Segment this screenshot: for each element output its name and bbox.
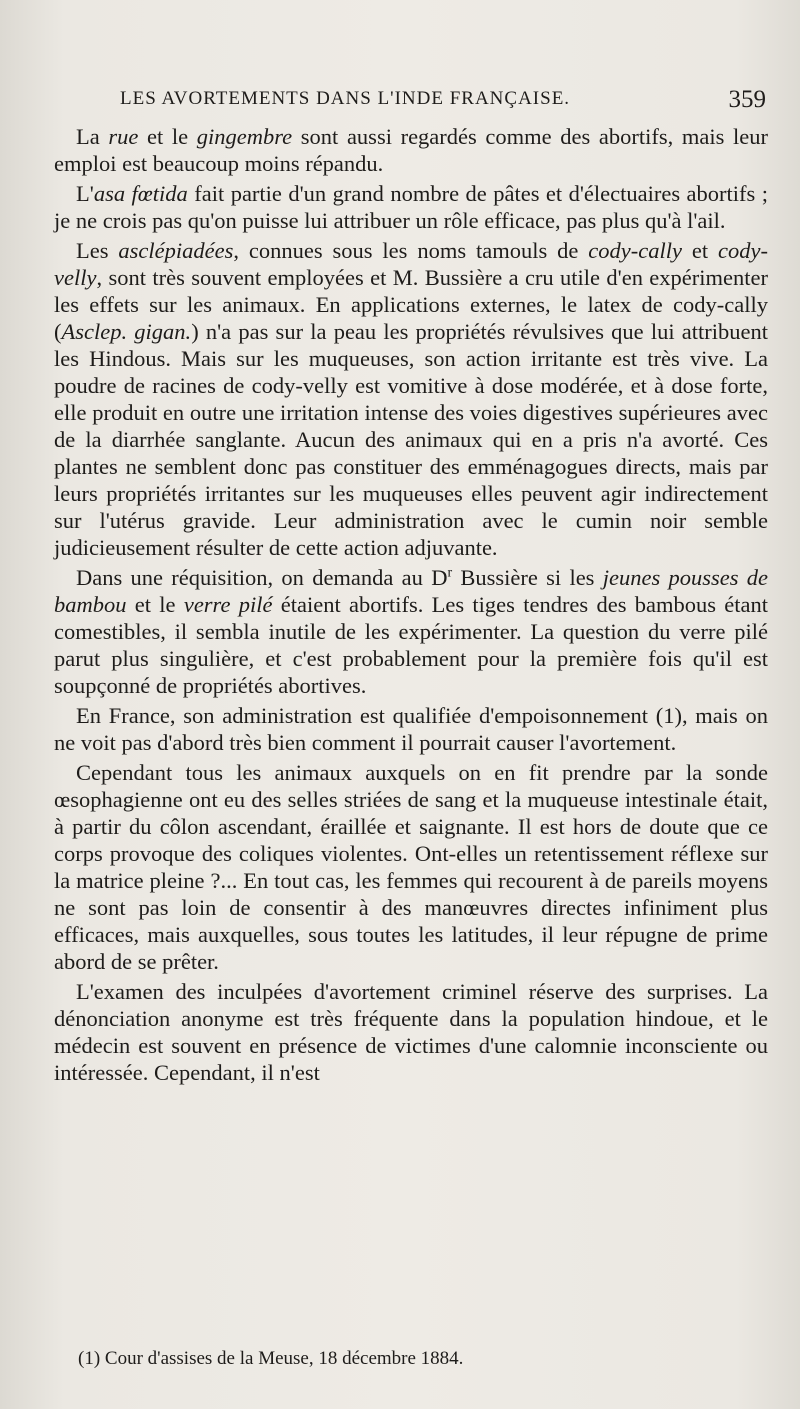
text-run: ) n'a pas sur la peau les propriétés révulsives que lui attribuent les Hindous. Mais sur les muqueuses, son action irritante est très vive. La poudre de racines de cody-velly est vomitive à dose modérée, et à dose forte, elle produit en outre une irritation intense des voies digestives supérieures avec de la diarrhée sanglante. Aucun des animaux qui en a pris n'a avorté. Ces plantes ne semblent donc pas constituer des emménagogues directs, mais par leurs propriétés irritantes sur les muqueuses elles peuvent agir indirectement sur l'utérus gravide. Leur administration avec le cumin noir semble judicieusement résulter de cette action adjuvante. bbox=[54, 319, 769, 560]
text-run: Les bbox=[76, 238, 119, 263]
text-run: L'examen des inculpées d'avortement criminel réserve des surprises. La dénonciation anonyme est très fréquente dans la population hindoue, et le médecin est souvent en présence de victimes d'une calomnie inconsciente ou intéressée. Cependant, il n'est bbox=[54, 979, 768, 1085]
text-run: et le bbox=[138, 124, 197, 149]
running-title: LES AVORTEMENTS DANS L'INDE FRANÇAISE. bbox=[120, 88, 571, 109]
text-run: et le bbox=[126, 592, 184, 617]
superscript: r bbox=[447, 565, 453, 581]
paragraph bbox=[54, 702, 768, 756]
italic-term: cody-cally bbox=[588, 238, 682, 263]
text-run: La bbox=[76, 124, 109, 149]
italic-term: verre pilé bbox=[183, 592, 273, 617]
text-run: Dans une réquisition, on demanda au D bbox=[76, 565, 448, 590]
text-run: , sont très souvent employées et M. Bussière a cru utile d'en expérimenter les effets sur les animaux. En applications externes, le latex de cody-cally ( bbox=[54, 265, 768, 344]
text-run: fait partie d'un grand nombre de pâtes et d'électuaires abortifs ; je ne crois pas qu'on puisse lui attribuer un rôle efficace, pas plus qu'à l'ail. bbox=[54, 181, 768, 233]
text-run: , connues sous les noms tamouls de bbox=[233, 238, 589, 263]
paragraph bbox=[54, 564, 768, 699]
text-run: sont aussi regardés comme des abortifs, mais leur emploi est beaucoup moins répandu. bbox=[54, 124, 769, 176]
italic-term: asa fœtida bbox=[93, 181, 188, 206]
paragraph bbox=[54, 123, 768, 177]
paragraph bbox=[54, 237, 768, 561]
italic-term: rue bbox=[108, 124, 139, 149]
text-run: En France, son administration est qualifiée d'empoisonnement (1), mais on ne voit pas d'abord très bien comment il pourrait causer l'avortement. bbox=[54, 703, 768, 755]
text-run: et bbox=[681, 238, 719, 263]
paragraph bbox=[54, 978, 768, 1086]
paragraph bbox=[54, 180, 768, 234]
italic-term: jeunes pousses de bambou bbox=[54, 565, 768, 617]
text-run: Cependant tous les animaux auxquels on en fit prendre par la sonde œsophagienne ont eu des selles striées de sang et la muqueuse intestinale était, à partir du côlon ascendant, éraillée et saignante. Il est hors de doute que ce corps provoque des coliques violentes. Ont-elles un retentissement réflexe sur la matrice pleine ?... En tout cas, les femmes qui recourent à de pareils moyens ne sont pas loin de consentir à des manœuvres directes infiniment plus efficaces, mais auxquelles, sous toutes les latitudes, il leur répugne de prime abord de se prêter. bbox=[54, 760, 768, 974]
footnote: (1) Cour d'assises de la Meuse, 18 décembre 1884. bbox=[78, 1348, 464, 1369]
body-text bbox=[54, 123, 768, 1089]
italic-term: Asclep. gigan. bbox=[61, 319, 192, 344]
paragraph bbox=[54, 759, 768, 975]
italic-term: asclépiadées bbox=[118, 238, 234, 263]
text-run: Bussière si les bbox=[452, 565, 603, 590]
italic-term: cody-velly bbox=[54, 238, 768, 290]
text-run: L' bbox=[76, 181, 94, 206]
page-number: 359 bbox=[728, 86, 766, 113]
text-run: étaient abortifs. Les tiges tendres des bambous étant comestibles, il sembla inutile de les expérimenter. La question du verre pilé parut plus singulière, et c'est probablement pour la première fois qu'il est soupçonné de propriétés abortives. bbox=[54, 592, 768, 698]
italic-term: gingembre bbox=[196, 124, 293, 149]
